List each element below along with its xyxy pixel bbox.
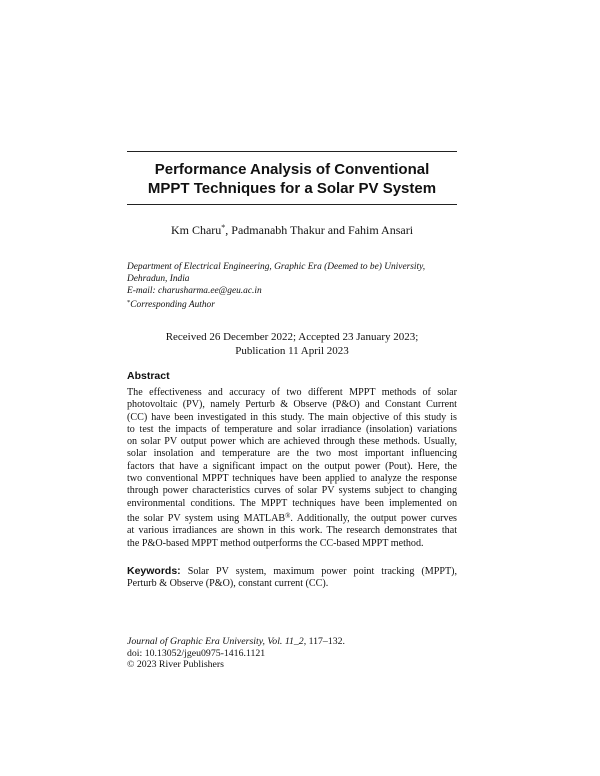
keywords-label: Keywords: (127, 565, 181, 577)
abstract-matlab-pre: the solar PV system using MATLAB (127, 512, 286, 524)
keywords-line-2: Perturb & Observe (P&O), constant current (CC). (127, 578, 329, 590)
corresponding-mark: * (221, 223, 226, 232)
affiliation-block (127, 261, 457, 311)
journal-name: Journal of Graphic Era University, Vol. 11_2, (127, 636, 307, 647)
title-bottom-rule (127, 204, 457, 205)
abstract-line: The effectiveness and accuracy of two different MPPT methods of solar (127, 387, 457, 398)
copyright: © 2023 River Publishers (127, 659, 224, 671)
author-rest: , Padmanabh Thakur and Fahim Ansari (225, 223, 414, 237)
doi[interactable]: doi: 10.13052/jgeu0975-1416.1121 (127, 647, 266, 659)
abstract-line: factors that have a significant impact on the output power (Pout). Here, the (127, 460, 457, 472)
title-top-rule (127, 151, 457, 152)
keywords-line-1: Solar PV system, maximum power point tracking (MPPT), (180, 566, 457, 577)
affiliation-line-1: Department of Electrical Engineering, Graphic Era (Deemed to be) University, (127, 262, 426, 272)
corresponding-author-note (127, 297, 457, 311)
abstract-line: two conventional MPPT techniques have been applied to analyze the response (127, 473, 457, 485)
keywords-block (127, 565, 457, 591)
author-email[interactable]: E-mail: charusharma.ee@geu.ac.in (127, 286, 262, 296)
affiliation-line-2: Dehradun, India (127, 274, 190, 284)
corresponding-note-text: Corresponding Author (130, 300, 215, 310)
journal-citation (127, 636, 457, 648)
abstract-line: (CC) have been investigated in this study. The main objective of this study is (127, 411, 457, 423)
author-list (127, 223, 457, 238)
dates-line-2: Publication 11 April 2023 (235, 345, 349, 357)
title-line-2: MPPT Techniques for a Solar PV System (147, 180, 437, 197)
abstract-heading: Abstract (127, 370, 170, 382)
corresponding-note-mark: * (127, 299, 131, 306)
title-line-1: Performance Analysis of Conventional (154, 161, 430, 178)
publication-dates (127, 330, 457, 358)
registered-mark: ® (285, 511, 291, 520)
journal-pages: 117–132. (306, 636, 345, 647)
dates-line-1: Received 26 December 2022; Accepted 23 January 2023; (165, 331, 419, 343)
abstract-line-matlab (127, 510, 457, 525)
abstract-line: at various irradiances are shown in this work. The research demonstrates that (127, 525, 457, 537)
author-first: Km Charu (170, 223, 222, 237)
abstract-body (127, 387, 457, 550)
abstract-line: to test the impacts of temperature and solar irradiance (insolation) variations (127, 423, 457, 435)
journal-footer (127, 636, 457, 671)
abstract-line: environmental conditions. The MPPT techniques have been implemented on (127, 497, 457, 509)
abstract-line: on solar PV output power which are achieved through these methods. Usually, (127, 436, 457, 448)
abstract-line: through power characteristics curves of solar PV systems subject to changing (127, 485, 457, 497)
abstract-matlab-post: . Additionally, the output power curves (290, 512, 457, 524)
abstract-line: the P&O-based MPPT method outperforms the CC-based MPPT method. (127, 537, 424, 549)
abstract-line: solar insolation and temperature are the two most important influencing (127, 448, 457, 460)
paper-title (127, 160, 457, 198)
abstract-line: photovoltaic (PV), namely Perturb & Observe (P&O) and Constant Current (127, 399, 457, 411)
